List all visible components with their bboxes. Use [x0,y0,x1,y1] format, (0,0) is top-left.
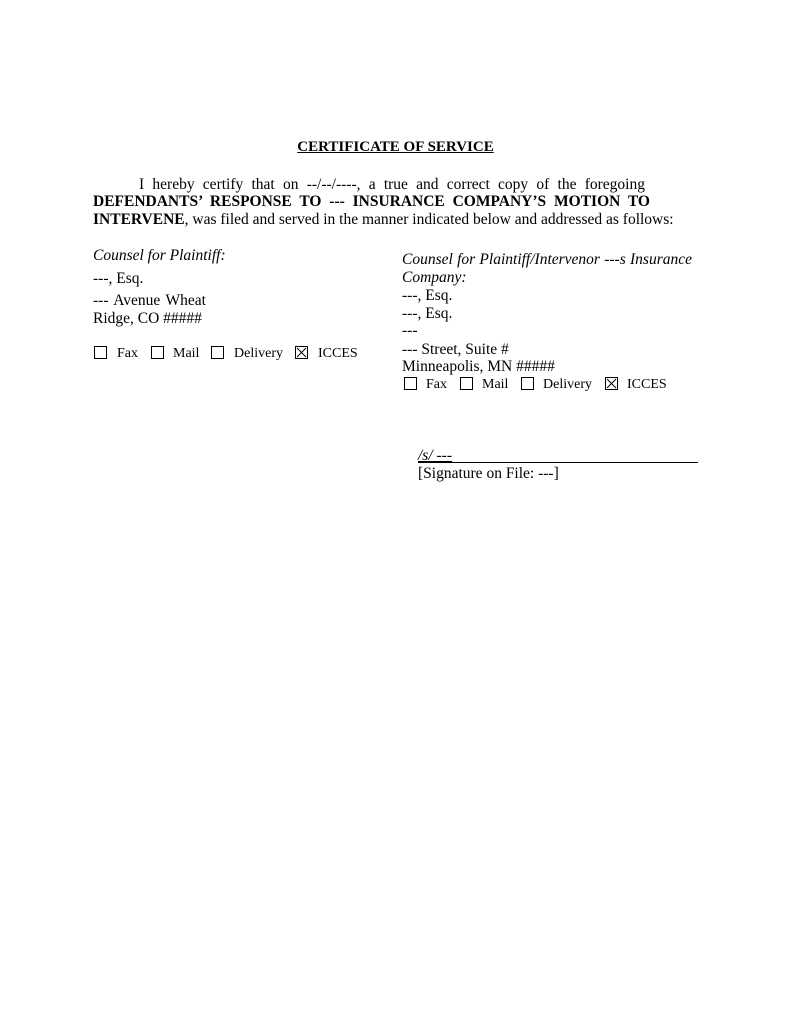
right-delivery-label: Delivery [543,377,592,392]
right-counsel-name-1: ---, Esq. [402,287,453,304]
signature-text: /s/ --- [418,447,453,464]
intro-line-3-rest: , was filed and served in the manner indicated below and addressed as follows: [184,211,674,228]
right-mail-checkbox[interactable] [460,377,473,390]
right-fax-label: Fax [426,377,447,392]
right-icces-label: ICCES [627,377,667,392]
checked-x-icon [296,347,307,358]
left-fax-checkbox[interactable] [94,346,107,359]
intro-line-3 [93,211,674,229]
left-mail-label: Mail [173,346,200,361]
left-counsel-name: ---, Esq. [93,270,144,287]
right-counsel-name-2: ---, Esq. [402,305,453,322]
left-icces-label: ICCES [318,346,358,361]
intro-line-3-bold: INTERVENE [93,211,185,228]
intro-line-2: DEFENDANTS’ RESPONSE TO --- INSURANCE COMPANY’S MOTION TO [93,193,650,210]
intro-line-1: I hereby certify that on --/--/----, a true and correct copy of the foregoing [139,176,645,193]
right-icces-checkbox[interactable] [605,377,618,390]
right-address-line-2: Minneapolis, MN ##### [402,358,555,375]
left-icces-checkbox[interactable] [295,346,308,359]
left-delivery-checkbox[interactable] [211,346,224,359]
signature-caption: [Signature on File: ---] [418,465,559,482]
right-counsel-heading-line-2: Company: [402,269,467,286]
right-counsel-heading-line-1: Counsel for Plaintiff/Intervenor ---s Insurance [402,251,692,268]
left-delivery-label: Delivery [234,346,283,361]
checked-x-icon [606,378,617,389]
left-address-line-1: --- Avenue Wheat [93,292,206,309]
right-address-line-1: --- Street, Suite # [402,341,509,358]
signature-line [418,462,698,463]
right-delivery-checkbox[interactable] [521,377,534,390]
left-counsel-heading: Counsel for Plaintiff: [93,247,226,264]
left-mail-checkbox[interactable] [151,346,164,359]
right-mail-label: Mail [482,377,509,392]
left-fax-label: Fax [117,346,138,361]
document-title: CERTIFICATE OF SERVICE [297,139,494,155]
right-firm: --- [402,322,418,339]
right-fax-checkbox[interactable] [404,377,417,390]
left-address-line-2: Ridge, CO ##### [93,310,202,327]
